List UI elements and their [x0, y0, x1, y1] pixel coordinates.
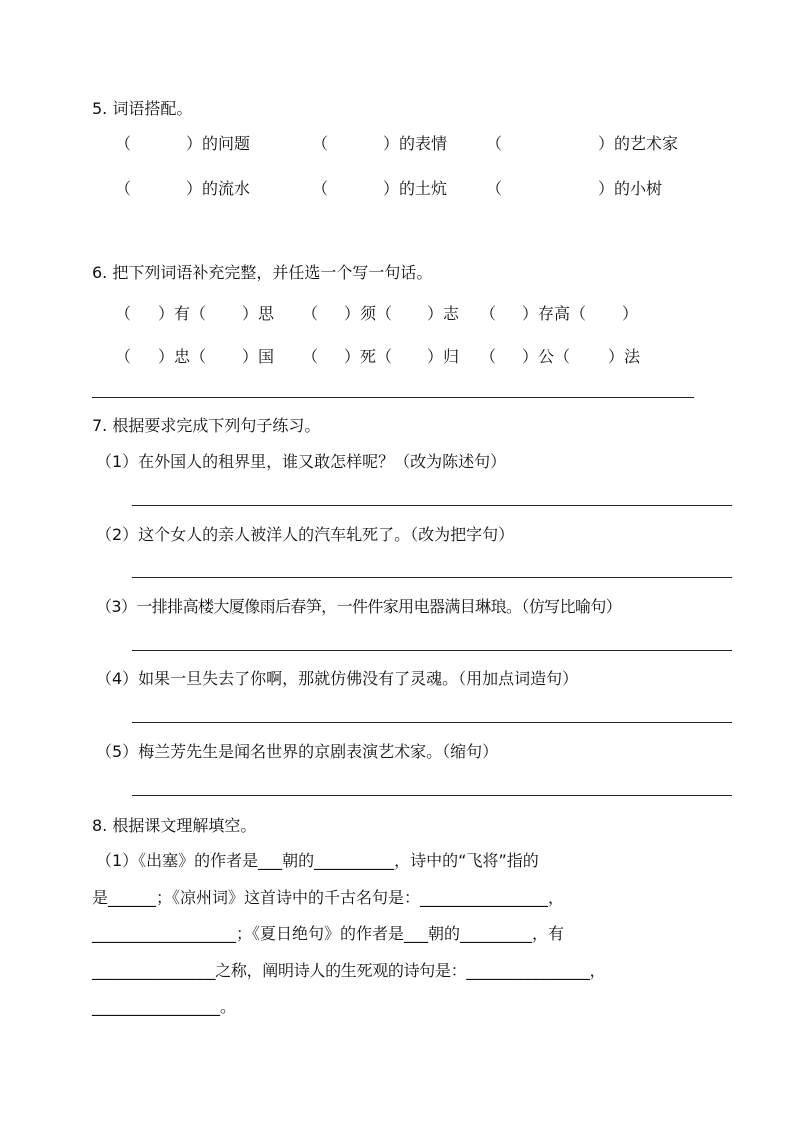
q7-answer-line-1[interactable] [132, 505, 732, 506]
idiom-part: （ [115, 347, 132, 366]
idiom-part: ）存高（ [522, 304, 587, 323]
q8-line-1: （1）《出塞》的作者是___朝的__________，诗中的“飞将”指的 [96, 851, 539, 870]
q8-line-5: ________________。 [92, 997, 237, 1016]
q7-item-3: （3）一排排高楼大厦像雨后春笋，一件件家用电器满目琳琅。（仿写比喻句） [96, 597, 622, 616]
paren-open: （ [115, 134, 132, 153]
q7-answer-line-3[interactable] [132, 650, 732, 651]
idiom-part: ）志 [427, 304, 460, 323]
match-item: ）的表情 [383, 134, 448, 153]
match-item: ）的小树 [598, 179, 663, 198]
match-item: ）的艺术家 [598, 134, 679, 153]
q6-answer-line[interactable] [92, 397, 694, 398]
idiom-part: （ [115, 304, 132, 323]
q7-item-5: （5）梅兰芳先生是闻名世界的京剧表演艺术家。（缩句） [96, 742, 499, 761]
idiom-part: （ [480, 347, 497, 366]
q7-title: 7. 根据要求完成下列句子练习。 [92, 416, 321, 435]
paren-open: （ [312, 134, 329, 153]
q7-answer-line-2[interactable] [132, 577, 732, 578]
idiom-part: ）公（ [522, 347, 571, 366]
paren-open: （ [486, 179, 503, 198]
paren-open: （ [486, 134, 503, 153]
idiom-part: （ [302, 347, 319, 366]
q5-title: 5. 词语搭配。 [92, 99, 193, 118]
q8-line-3: __________________；《夏日绝句》的作者是___朝的_________，有 [92, 924, 565, 943]
idiom-part: ）死（ [344, 347, 393, 366]
match-item: ）的流水 [186, 179, 251, 198]
paren-open: （ [115, 179, 132, 198]
idiom-part: ）法 [608, 347, 641, 366]
q7-item-1: （1）在外国人的租界里，谁又敢怎样呢？（改为陈述句） [96, 452, 507, 471]
idiom-part: ）思 [242, 304, 275, 323]
q8-title: 8. 根据课文理解填空。 [92, 816, 257, 835]
q7-item-4: （4）如果一旦失去了你啊，那就仿佛没有了灵魂。（用加点词造句） [96, 669, 579, 688]
match-item: ）的问题 [186, 134, 251, 153]
idiom-part: ） [622, 304, 639, 323]
idiom-part: （ [302, 304, 319, 323]
match-item: ）的土炕 [383, 179, 448, 198]
q6-title: 6. 把下列词语补充完整，并任选一个写一句话。 [92, 263, 433, 282]
idiom-part: ）须（ [344, 304, 393, 323]
idiom-part: ）国 [242, 347, 275, 366]
idiom-part: ）归 [427, 347, 460, 366]
paren-open: （ [312, 179, 329, 198]
q7-item-2: （2）这个女人的亲人被洋人的汽车轧死了。（改为把字句） [96, 525, 515, 544]
q7-answer-line-4[interactable] [132, 722, 732, 723]
idiom-part: ）有（ [158, 304, 207, 323]
idiom-part: （ [480, 304, 497, 323]
idiom-part: ）忠（ [158, 347, 207, 366]
q8-line-4: ________________之称，阐明诗人的生死观的诗句是：________________， [92, 961, 606, 980]
q7-answer-line-5[interactable] [132, 795, 732, 796]
q8-line-2: 是______；《凉州词》这首诗中的千古名句是：________________， [92, 888, 565, 907]
